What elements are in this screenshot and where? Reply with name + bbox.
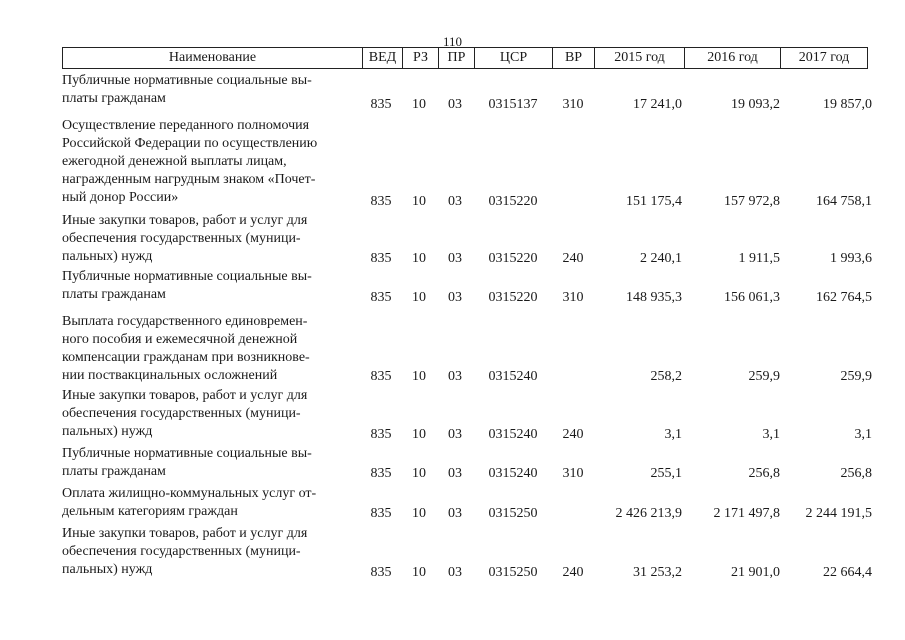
- row-ved: 835: [370, 290, 392, 305]
- row-ved: 835: [370, 506, 392, 521]
- row-vr: 240: [562, 251, 584, 266]
- row-y2015: 3,1: [664, 427, 682, 442]
- row-y2016: 156 061,3: [724, 290, 780, 305]
- row-rz: 10: [412, 369, 426, 384]
- row-csr: 0315240: [488, 369, 538, 384]
- row-y2016: 19 093,2: [731, 97, 780, 112]
- row-csr: 0315240: [488, 466, 538, 481]
- row-y2016: 256,8: [748, 466, 780, 481]
- row-rz: 10: [412, 466, 426, 481]
- row-y2015: 258,2: [650, 369, 682, 384]
- row-pr: 03: [448, 194, 462, 209]
- row-name: Публичные нормативные социальные вы- платы гражданам: [62, 269, 312, 302]
- header-vr: ВР: [553, 48, 595, 68]
- row-csr: 0315240: [488, 427, 538, 442]
- row-vr: 240: [562, 427, 584, 442]
- row-ved: 835: [370, 565, 392, 580]
- row-pr: 03: [448, 506, 462, 521]
- header-2017: 2017 год: [798, 50, 850, 65]
- row-y2017: 1 993,6: [830, 251, 872, 266]
- row-y2015: 17 241,0: [633, 97, 682, 112]
- row-ved: 835: [370, 194, 392, 209]
- row-y2016: 21 901,0: [731, 565, 780, 580]
- row-vr: 310: [562, 97, 584, 112]
- row-pr: 03: [448, 97, 462, 112]
- header-rz: РЗ: [403, 48, 439, 68]
- row-y2017: 259,9: [840, 369, 872, 384]
- row-vr: 310: [562, 290, 584, 305]
- row-y2016: 157 972,8: [724, 194, 780, 209]
- row-name: Публичные нормативные социальные вы- платы гражданам: [62, 73, 312, 106]
- row-ved: 835: [370, 97, 392, 112]
- row-csr: 0315220: [488, 194, 538, 209]
- header-2015: 2015 год: [595, 48, 685, 68]
- row-vr: 240: [562, 565, 584, 580]
- row-rz: 10: [412, 565, 426, 580]
- row-pr: 03: [448, 466, 462, 481]
- row-name: Осуществление переданного полномочия Российской Федерации по осуществлению ежегодной денежной выплаты лицам, награжденным нагрудным знаком «Почет- ный донор России»: [62, 118, 318, 205]
- row-y2015: 255,1: [650, 466, 682, 481]
- row-y2016: 2 171 497,8: [713, 506, 780, 521]
- row-y2017: 3,1: [854, 427, 872, 442]
- header-pr: ПР: [439, 48, 475, 68]
- row-rz: 10: [412, 251, 426, 266]
- row-vr: 310: [562, 466, 584, 481]
- row-name: Иные закупки товаров, работ и услуг для обеспечения государственных (муници- пальных) нужд: [62, 388, 308, 439]
- row-rz: 10: [412, 194, 426, 209]
- row-name: Иные закупки товаров, работ и услуг для обеспечения государственных (муници- пальных) нужд: [62, 526, 308, 577]
- row-y2016: 1 911,5: [738, 251, 780, 266]
- row-y2017: 162 764,5: [816, 290, 872, 305]
- row-ved: 835: [370, 251, 392, 266]
- row-name: Оплата жилищно-коммунальных услуг от- дельным категориям граждан: [62, 486, 317, 519]
- row-y2016: 259,9: [748, 369, 780, 384]
- row-name: Выплата государственного единовремен- ного пособия и ежемесячной денежной компенсации гражданам при возникнове- нии поствакцинальных осложнений: [62, 314, 310, 383]
- row-y2017: 164 758,1: [816, 194, 872, 209]
- row-name: Иные закупки товаров, работ и услуг для обеспечения государственных (муници- пальных) нужд: [62, 213, 308, 264]
- row-y2016: 3,1: [762, 427, 780, 442]
- row-csr: 0315137: [488, 97, 538, 112]
- row-y2017: 19 857,0: [823, 97, 872, 112]
- page-number: 110: [442, 34, 463, 49]
- row-pr: 03: [448, 565, 462, 580]
- row-y2015: 2 240,1: [640, 251, 682, 266]
- row-y2017: 2 244 191,5: [805, 506, 872, 521]
- row-y2015: 151 175,4: [626, 194, 682, 209]
- header-ved: ВЕД: [363, 48, 403, 68]
- row-csr: 0315250: [488, 565, 538, 580]
- row-pr: 03: [448, 251, 462, 266]
- row-y2017: 256,8: [840, 466, 872, 481]
- row-rz: 10: [412, 427, 426, 442]
- row-csr: 0315220: [488, 290, 538, 305]
- row-y2015: 148 935,3: [626, 290, 682, 305]
- header-name: Наименование: [63, 48, 363, 68]
- row-pr: 03: [448, 427, 462, 442]
- row-csr: 0315250: [488, 506, 538, 521]
- row-y2015: 31 253,2: [633, 565, 682, 580]
- row-ved: 835: [370, 427, 392, 442]
- row-y2015: 2 426 213,9: [615, 506, 682, 521]
- header-2016: 2016 год: [685, 48, 781, 68]
- table-header: [62, 47, 868, 69]
- row-csr: 0315220: [488, 251, 538, 266]
- row-pr: 03: [448, 369, 462, 384]
- header-csr: ЦСР: [475, 48, 553, 68]
- row-rz: 10: [412, 290, 426, 305]
- row-ved: 835: [370, 466, 392, 481]
- row-y2017: 22 664,4: [823, 565, 872, 580]
- row-ved: 835: [370, 369, 392, 384]
- row-rz: 10: [412, 506, 426, 521]
- row-pr: 03: [448, 290, 462, 305]
- row-name: Публичные нормативные социальные вы- платы гражданам: [62, 446, 312, 479]
- row-rz: 10: [412, 97, 426, 112]
